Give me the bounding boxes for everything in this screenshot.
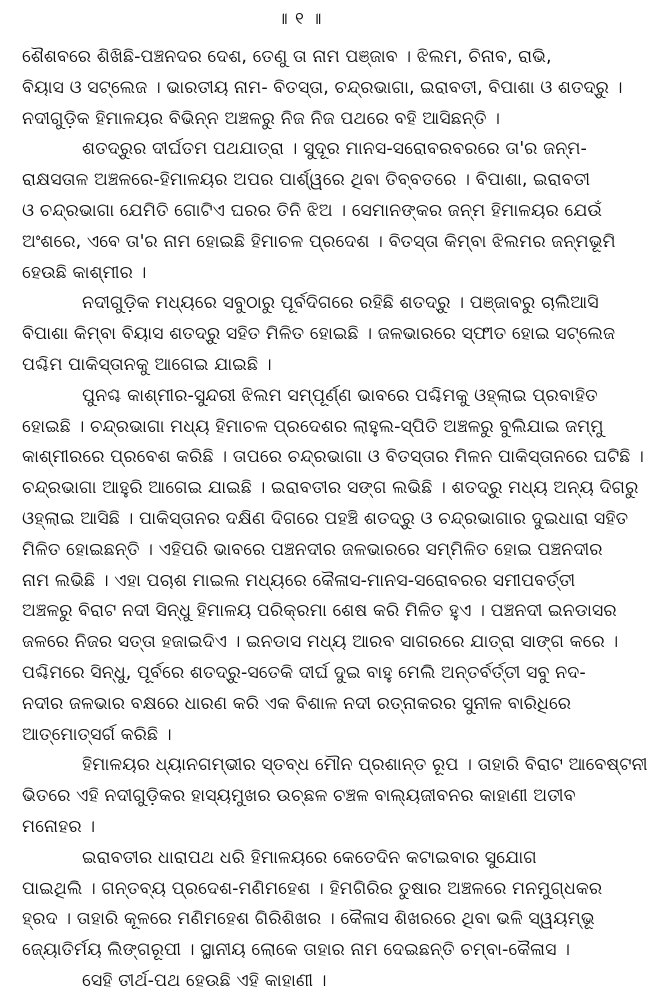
text-line: ହ୍ରଦ । ତାହାରି କୂଳରେ ମଣିମହେଶ ଗିରିଶିଖର । କୈଳାସ ଶିଖରରେ ଥିବା ଭଳି ସ୍ୱୟମ୍ଭୂ xyxy=(22,909,595,930)
text-line: ଅଂଶରେ, ଏବେ ତା'ର ନାମ ହୋଇଛି ହିମାଚଳ ପ୍ରଦେଶ । ବିତସ୍ତା କିମ୍ବା ଝିଲମର ଜନ୍ମଭୂମି xyxy=(22,231,616,252)
text-line: ମନୋହର । xyxy=(22,816,96,837)
text-line: ଜଳରେ ନିଜର ସତ୍ତା ହଜାଇଦିଏ । ଇନଡାସ ମଧ୍ୟ ଆରବ ସାଗରରେ ଯାତ୍ରା ସାଙ୍ଗ କରେ । xyxy=(22,632,619,653)
text-line: ନାମ ଲଭିଛି । ଏହା ପଚାଶ ମାଇଲ ମଧ୍ୟରେ କୈଳାସ-ମାନସ-ସରୋବରର ସମୀପବର୍ତ୍ତୀ xyxy=(22,570,576,591)
text-line: ଆତ୍ମୋତ୍ସର୍ଗ କରିଛି । xyxy=(22,724,172,745)
text-line: ହୋଇଛି । ଚନ୍ଦ୍ରଭାଗା ମଧ୍ୟ ହିମାଚଳ ପ୍ରଦେଶର ଲାହୁଲ-ସ୍ପିତି ଅଞ୍ଚଳରୁ ବୁଲିଯାଇ ଜମ୍ମୁ xyxy=(22,416,604,437)
text-line: ପୁନଶ୍ଚ କାଶ୍ମୀର-ସୁନ୍ଦରୀ ଝିଲମ ସମ୍ପୂର୍ଣ୍ଣ ଭାବରେ ପଶ୍ଚିମକୁ ଓହ୍ଲାଇ ପ୍ରବାହିତ xyxy=(82,385,598,406)
text-line: ଅଞ୍ଚଳରୁ ବିରାଟ ନଦୀ ସିନ୍ଧୁ ହିମାଳୟ ପରିକ୍ରମା ଶେଷ କରି ମିଳିତ ହୁଏ । ପଞ୍ଚନଦୀ ଇନଡାସର xyxy=(22,601,617,622)
text-line: ଇରାବତୀର ଧାରାପଥ ଧରି ହିମାଳୟରେ କେତେଦିନ କଟାଇବାର ସୁଯୋଗ xyxy=(82,847,537,868)
text-line: ପାଇଥିଲି । ଗନ୍ତବ୍ୟ ପ୍ରଦେଶ-ମଣିମହେଶ । ହିମଗିରିର ତୁଷାର ଅଞ୍ଚଳରେ ମନମୁଗ୍ଧକର xyxy=(22,878,603,899)
paragraph xyxy=(22,134,616,288)
text-line: ଓ ଚନ୍ଦ୍ରଭାଗା ଯେମିତି ଗୋଟିଏ ଘରର ତିନି ଝିଅ । ସେମାନଙ୍କର ଜନ୍ମ ହିମାଳୟର ଯେଉଁ xyxy=(22,200,603,221)
text-line: ହେଉଛି କାଶ୍ମୀର । xyxy=(22,262,147,283)
text-line: ଚନ୍ଦ୍ରଭାଗା ଆହୁରି ଆଗେଇ ଯାଇଛି । ଇରାବତୀର ସଙ୍ଗ ଲଭିଛି । ଶତଦ୍ରୁ ମଧ୍ୟ ଅନ୍ୟ ଦିଗରୁ xyxy=(22,478,639,499)
text-line: ହିମାଳୟର ଧ୍ୟାନଗମ୍ଭୀର ସ୍ତବ୍ଧ ମୌନ ପ୍ରଶାନ୍ତ ରୂପ । ତାହାରି ବିରାଟ ଆବେଷ୍ଟନୀ xyxy=(82,755,648,776)
text-line: ସେହି ତୀର୍ଥ-ପଥ ହେଉଛି ଏହି କାହାଣୀ । xyxy=(82,970,327,991)
text-line: ନଦୀଗୁଡ଼ିକ ମଧ୍ୟରେ ସବୁଠାରୁ ପୂର୍ବଦିଗରେ ରହିଛି ଶତଦ୍ରୁ । ପଞ୍ଜାବରୁ ଚାଲିଆସି xyxy=(82,293,599,314)
text-line: ବିପାଶା କିମ୍ବା ବିୟାସ ଶତଦ୍ରୁ ସହିତ ମିଳିତ ହୋଇଛି । ଜଳଭାରରେ ସ୍ଫୀତ ହୋଇ ସଟ୍ଲେଜ xyxy=(22,324,616,345)
text-line: ଶତଦ୍ରୁର ଦୀର୍ଘତମ ପଥଯାତ୍ରା । ସୁଦୂର ମାନସ-ସରୋବରବରରେ ତା'ର ଜନ୍ମ- xyxy=(82,139,587,160)
text-line: ପଶ୍ଚିମରେ ସିନ୍ଧୁ, ପୂର୍ବରେ ଶତଦ୍ରୁ-ସତେକି ଦୀର୍ଘ ଦୁଇ ବାହୁ ମେଲି ଅନ୍ତର୍ବର୍ତ୍ତୀ ସବୁ ନଦ- xyxy=(22,662,586,683)
text-line: ପଶ୍ଚିମ ପାକିସ୍ତାନକୁ ଆଗେଇ ଯାଇଛି । xyxy=(22,354,272,375)
text-line: ମିଳିତ ହୋଇଛନ୍ତି । ଏହିପରି ଭାବରେ ପଞ୍ଚନଦୀର ଜଳଭାରରେ ସମ୍ମିଳିତ ହୋଇ ପଞ୍ଚନଦୀର xyxy=(22,539,603,560)
page-number: ॥ ୧ ॥ xyxy=(277,9,323,29)
text-line: ନଦୀର ଜଳଭାର ବକ୍ଷରେ ଧାରଣ କରି ଏକ ବିଶାଳ ନଦୀ ରତ୍ନାକରର ସୁନୀଳ ବାରିଧିରେ xyxy=(22,693,572,714)
body-text xyxy=(22,42,648,997)
text-line: ବିୟାସ ଓ ସଟ୍ଲେଜ । ଭାରତୀୟ ନାମ- ବିତସ୍ତା, ଚନ୍ଦ୍ରଭାଗା, ଇରାବତୀ, ବିପାଶା ଓ ଶତଦ୍ରୁ । xyxy=(22,77,623,98)
paragraph xyxy=(22,42,623,134)
paragraph xyxy=(22,966,578,997)
paragraph xyxy=(22,288,616,380)
text-line: ଜ୍ୟୋତିର୍ମୟ ଲିଙ୍ଗରୂପୀ । ସ୍ଥାନୀୟ ଲୋକେ ତାହାର ନାମ ଦେଇଛନ୍ତି ଚମ୍ବା-କୈଳାସ । xyxy=(22,940,571,961)
text-line: ଓହ୍ଲାଇ ଆସିଛି । ପାକିସ୍ତାନର ଦକ୍ଷିଣ ଦିଗରେ ପହଞ୍ଚି ଶତଦ୍ରୁ ଓ ଚନ୍ଦ୍ରଭାଗାର ଦୁଇଧାରା ସହିତ xyxy=(22,508,629,529)
text-line: ଶୈଶବରେ ଶିଖିଛି-ପଞ୍ଚନଦର ଦେଶ, ତେଣୁ ତା ନାମ ପଞ୍ଜାବ । ଝିଲମ, ଚିନାବ, ରାଭି, xyxy=(22,47,552,67)
text-line: ନଦୀଗୁଡ଼ିକ ହିମାଳୟର ବିଭିନ୍ନ ଅଞ୍ଚଳରୁ ନିଜ ନିଜ ପଥରେ ବହି ଆସିଛନ୍ତି । xyxy=(22,108,501,129)
paragraph xyxy=(22,750,648,842)
text-line: ରାକ୍ଷସତାଳ ଅଞ୍ଚଳରେ-ହିମାଳୟର ଅପର ପାର୍ଶ୍ୱରେ ଥିବା ତିବ୍ବତରେ । ବିପାଶା, ଇରାବତୀ xyxy=(22,170,591,191)
text-line: ଭିତରେ ଏହି ନଦୀଗୁଡ଼ିକର ହାସ୍ୟମୁଖର ଉଚ୍ଛଳ ଚଞ୍ଚଳ ବାଲ୍ୟଜୀବନର କାହାଣୀ ଅତୀବ xyxy=(22,786,576,807)
text-line: କାଶ୍ମୀରରେ ପ୍ରବେଶ କରିଛି । ତାପରେ ଚନ୍ଦ୍ରଭାଗା ଓ ବିତସ୍ତାର ମିଳନ ପାକିସ୍ତାନରେ ଘଟିଛି । xyxy=(22,447,644,468)
paragraph xyxy=(22,381,644,751)
paragraph xyxy=(22,843,603,966)
